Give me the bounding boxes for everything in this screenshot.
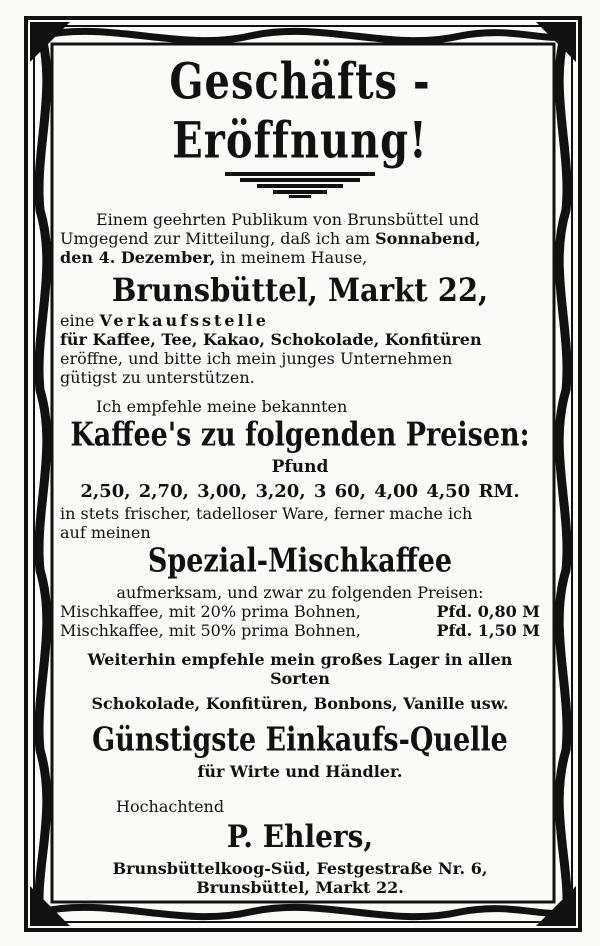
mix-1-price: Pfd. 0,80 M [436, 602, 540, 621]
mix-2-price: Pfd. 1,50 M [436, 621, 540, 640]
price-list: 2,50, 2,70, 3,00, 3,20, 3 60, 4,00 4,50 RM. [80, 481, 520, 502]
verkauf-line [60, 311, 540, 330]
intro-date-day: Sonnabend, [375, 229, 481, 248]
mix-1-label: Mischkaffee, mit 20% prima Bohnen, [60, 602, 361, 621]
pfund-label: Pfund [271, 457, 329, 477]
intro-line-3-text: in meinem Hause, [215, 248, 368, 267]
kaffee-heading: Kaffee's zu folgenden Preisen: [70, 416, 530, 455]
products-line: für Kaffee, Tee, Kakao, Schokolade, Konfitüren [60, 330, 482, 349]
lager-line: Weiterhin empfehle mein großes Lager in allen Sorten [87, 650, 513, 688]
verkauf-prefix: eine [60, 311, 100, 330]
fresh-line-2: auf meinen [60, 523, 151, 542]
verkaufsstelle-word: Verkaufsstelle [99, 311, 269, 330]
wirte-line: für Wirte und Händler. [197, 762, 403, 781]
address-line-1: Brunsbüttelkoog-Süd, Festgestraße Nr. 6, [112, 859, 488, 878]
mix-row-1 [60, 602, 540, 621]
intro-line-1: Einem geehrten Publikum von Brunsbüttel und [96, 210, 480, 229]
quelle-heading: Günstigste Einkaufs-Quelle [92, 721, 508, 760]
sorts-line: Schokolade, Konfitüren, Bonbons, Vanille usw. [91, 694, 509, 713]
mix-row-2 [60, 621, 540, 640]
open-line-1: eröffne, und bitte ich mein junges Unternehmen [60, 349, 453, 368]
fresh-line-1: in stets frischer, tadelloser Ware, ferner mache ich [60, 504, 473, 523]
step-ornament [225, 172, 375, 198]
signature: P. Ehlers, [226, 818, 374, 855]
intro-line-3 [60, 248, 540, 267]
intro-date: den 4. Dezember, [60, 248, 216, 267]
intro-line-2-text: Umgegend zur Mitteilung, daß ich am [60, 229, 376, 248]
intro-line-2 [60, 229, 540, 248]
open-line-2: gütigst zu unterstützen. [60, 368, 255, 387]
greeting: Hochachtend [116, 797, 225, 816]
mix-2-label: Mischkaffee, mit 50% prima Bohnen, [60, 621, 361, 640]
address-line-2: Brunsbüttel, Markt 22. [196, 878, 404, 897]
spezial-heading: Spezial-Mischkaffee [147, 542, 453, 581]
recommend-line: Ich empfehle meine bekannten [96, 397, 348, 416]
attention-line: aufmerksam, und zwar zu folgenden Preisen: [116, 583, 484, 602]
location-heading: Brunsbüttel, Markt 22, [111, 271, 489, 309]
ad-title: Geschäfts - Eröffnung! [169, 52, 431, 170]
ad-content [60, 50, 540, 897]
